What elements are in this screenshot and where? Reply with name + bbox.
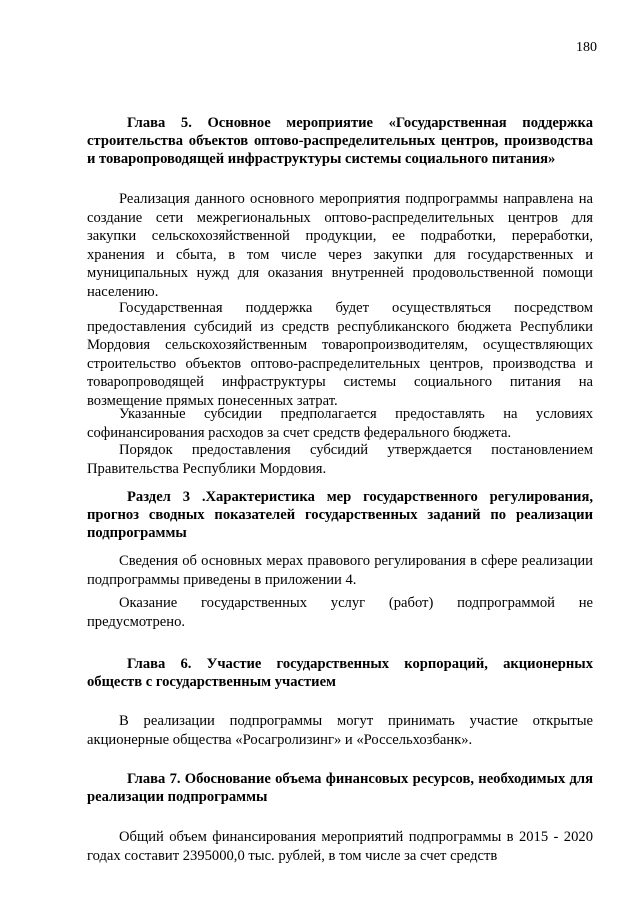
chapter-5-paragraph-4: Порядок предоставления субсидий утверждается постановлением Правительства Республики Мордовия.	[87, 442, 593, 477]
section-3-paragraph-2: Оказание государственных услуг (работ) подпрограммой не предусмотрено.	[87, 595, 593, 630]
page-number: 180	[576, 40, 597, 55]
section-3-heading: Раздел 3 .Характеристика мер государственного регулирования, прогноз сводных показателей государственных заданий по реализации подпрограммы	[87, 489, 593, 541]
chapter-5-paragraph-3: Указанные субсидии предполагается предоставлять на условиях софинансирования расходов за счет средств федерального бюджета.	[87, 406, 593, 441]
chapter-7-paragraph-1: Общий объем финансирования мероприятий подпрограммы в 2015 - 2020 годах составит 2395000,0 тыс. рублей, в том числе за счет средств	[87, 829, 593, 864]
chapter-6-paragraph-1: В реализации подпрограммы могут принимать участие открытые акционерные общества «Росагролизинг» и «Россельхозбанк».	[87, 713, 593, 748]
chapter-5-paragraph-1: Реализация данного основного мероприятия подпрограммы направлена на создание сети межрегиональных оптово-распределительных центров для закупки сельскохозяйственной продукции, ее подработки, переработки, хранения и сбыта, в том числе через закупки для государственных и муниципальных нужд для оказания внутренней продовольственной помощи населению.	[87, 191, 593, 300]
section-3-paragraph-1: Сведения об основных мерах правового регулирования в сфере реализации подпрограммы приведены в приложении 4.	[87, 553, 593, 588]
chapter-5-heading: Глава 5. Основное мероприятие «Государственная поддержка строительства объектов оптово-распределительных центров, производства и товаропроводящей инфраструктуры системы социального питания»	[87, 115, 593, 167]
chapter-7-heading: Глава 7. Обоснование объема финансовых ресурсов, необходимых для реализации подпрограммы	[87, 771, 593, 805]
chapter-5-paragraph-2: Государственная поддержка будет осуществляться посредством предоставления субсидий из средств республиканского бюджета Республики Мордовия сельскохозяйственным товаропроизводителям, осуществляющих строительство объектов оптово-распределительных центров, производства и товаропроводящей инфраструктуры системы социального питания на возмещение прямых понесенных затрат.	[87, 300, 593, 409]
chapter-6-heading: Глава 6. Участие государственных корпораций, акционерных обществ с государственным участием	[87, 656, 593, 690]
